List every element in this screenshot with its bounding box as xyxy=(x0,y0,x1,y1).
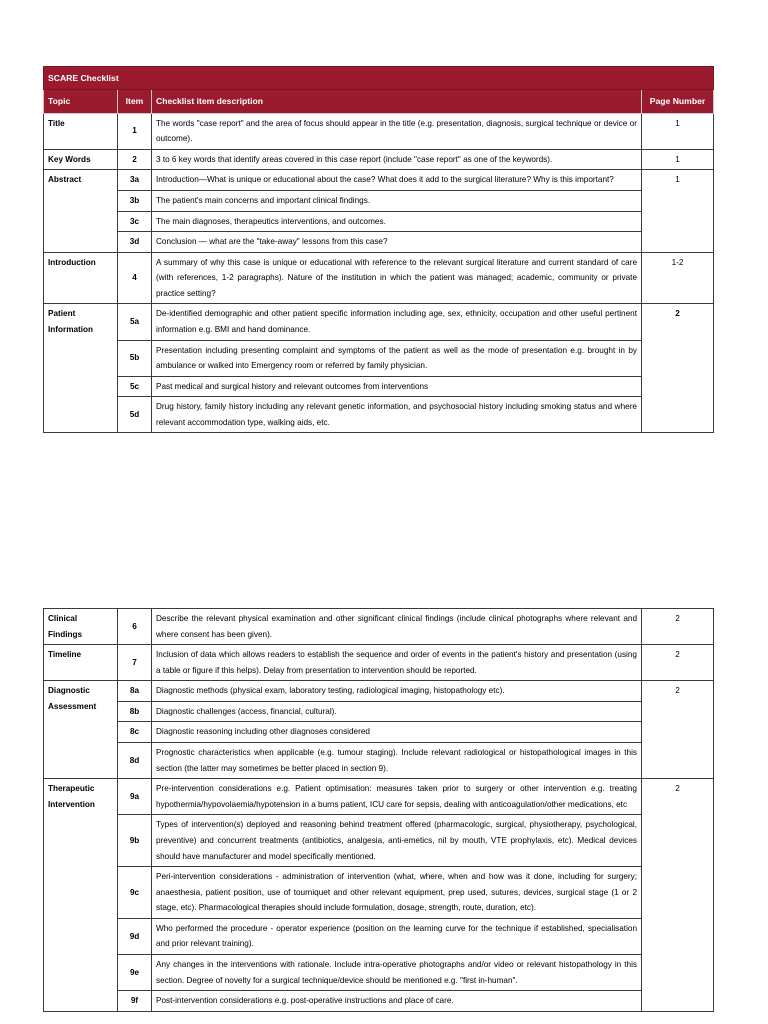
item-cell: 3a xyxy=(118,170,152,191)
page-cell: 2 xyxy=(642,681,714,779)
table-row xyxy=(44,211,714,232)
scare-checklist-table-2 xyxy=(43,608,714,1012)
description-cell: Post-intervention considerations e.g. post-operative instructions and place of care. xyxy=(152,991,642,1012)
description-cell: Diagnostic reasoning including other diagnoses considered xyxy=(152,722,642,743)
item-cell: 1 xyxy=(118,113,152,149)
item-cell: 7 xyxy=(118,645,152,681)
table-row xyxy=(44,170,714,191)
table-row xyxy=(44,190,714,211)
item-cell: 8c xyxy=(118,722,152,743)
description-cell: De-identified demographic and other patient specific information including age, sex, ethnicity, occupation and other useful pertinent information e.g. BMI and hand dominance. xyxy=(152,304,642,340)
item-cell: 8b xyxy=(118,701,152,722)
table-row xyxy=(44,815,714,867)
topic-cell: Diagnostic Assessment xyxy=(44,681,118,779)
description-cell: Conclusion — what are the "take-away" lessons from this case? xyxy=(152,232,642,253)
item-cell: 3b xyxy=(118,190,152,211)
topic-cell: Key Words xyxy=(44,149,118,170)
table-title-row xyxy=(44,67,714,90)
description-cell: 3 to 6 key words that identify areas covered in this case report (include "case report" as one of the keywords). xyxy=(152,149,642,170)
page-cell: 2 xyxy=(642,645,714,681)
description-cell: Who performed the procedure - operator experience (position on the learning curve for the technique if established, specialisation and prior relevant training). xyxy=(152,918,642,954)
item-cell: 3c xyxy=(118,211,152,232)
description-cell: Introduction—What is unique or educational about the case? What does it add to the surgical literature? Why is this important? xyxy=(152,170,642,191)
page-cell: 1 xyxy=(642,113,714,149)
header-item: Item xyxy=(118,90,152,113)
description-cell: Any changes in the interventions with rationale. Include intra-operative photographs and/or video or relevant histopathology in this section. Degree of novelty for a surgical technique/device should be mentioned e.g. "first in-human". xyxy=(152,954,642,990)
table-row xyxy=(44,954,714,990)
item-cell: 9a xyxy=(118,779,152,815)
header-description: Checklist item description xyxy=(152,90,642,113)
scare-checklist-table-1 xyxy=(43,66,714,433)
topic-cell: Introduction xyxy=(44,252,118,304)
table-row xyxy=(44,252,714,304)
topic-cell: Abstract xyxy=(44,170,118,252)
item-cell: 5a xyxy=(118,304,152,340)
table-row xyxy=(44,376,714,397)
item-cell: 4 xyxy=(118,252,152,304)
table-row xyxy=(44,113,714,149)
description-cell: Diagnostic methods (physical exam, laboratory testing, radiological imaging, histopathology etc). xyxy=(152,681,642,702)
item-cell: 3d xyxy=(118,232,152,253)
description-cell: Diagnostic challenges (access, financial, cultural). xyxy=(152,701,642,722)
table-row xyxy=(44,779,714,815)
item-cell: 9f xyxy=(118,991,152,1012)
description-cell: Inclusion of data which allows readers to establish the sequence and order of events in the patient's history and presentation (using a table or figure if this helps). Delay from presentation to intervention should be reported. xyxy=(152,645,642,681)
topic-cell: Title xyxy=(44,113,118,149)
description-cell: Peri-intervention considerations - administration of intervention (what, where, when and how was it done, including for surgery; anaesthesia, patient position, use of tourniquet and other relevant equipment, prep used, sutures, devices, surgical stage (1 or 2 stage, etc). Pharmacological therapies should include formulation, dosage, strength, route, duration, etc). xyxy=(152,867,642,919)
item-cell: 9e xyxy=(118,954,152,990)
description-cell: The main diagnoses, therapeutics interventions, and outcomes. xyxy=(152,211,642,232)
table-row xyxy=(44,340,714,376)
page-cell: 1 xyxy=(642,149,714,170)
description-cell: Describe the relevant physical examination and other significant clinical findings (include clinical photographs where relevant and where consent has been given). xyxy=(152,609,642,645)
item-cell: 8a xyxy=(118,681,152,702)
table-row xyxy=(44,149,714,170)
page-cell: 1 xyxy=(642,170,714,252)
item-cell: 2 xyxy=(118,149,152,170)
topic-cell: Timeline xyxy=(44,645,118,681)
table-row xyxy=(44,743,714,779)
page-cell: 2 xyxy=(642,609,714,645)
description-cell: The patient's main concerns and important clinical findings. xyxy=(152,190,642,211)
table-row xyxy=(44,304,714,340)
table-row xyxy=(44,232,714,253)
description-cell: Types of intervention(s) deployed and reasoning behind treatment offered (pharmacologic, surgical, physiotherapy, psychological, preventive) and concurrent treatments (antibiotics, analgesia, anti-emetics, nil by mouth, VTE prophylaxis, etc). Medical devices should have manufacturer and model specifically mentioned. xyxy=(152,815,642,867)
table-row xyxy=(44,722,714,743)
page-cell: 2 xyxy=(642,304,714,433)
topic-cell: Patient Information xyxy=(44,304,118,433)
table-row xyxy=(44,867,714,919)
item-cell: 5b xyxy=(118,340,152,376)
table-row xyxy=(44,645,714,681)
description-cell: The words "case report" and the area of focus should appear in the title (e.g. presentation, diagnosis, surgical technique or device or outcome). xyxy=(152,113,642,149)
table-row xyxy=(44,991,714,1012)
topic-cell: Therapeutic Intervention xyxy=(44,779,118,1012)
description-cell: Prognostic characteristics when applicable (e.g. tumour staging). Include relevant radiological or histopathological images in this section (the latter may sometimes be better placed in section 9). xyxy=(152,743,642,779)
item-cell: 5d xyxy=(118,397,152,433)
item-cell: 9b xyxy=(118,815,152,867)
page-cell: 1-2 xyxy=(642,252,714,304)
table-row xyxy=(44,609,714,645)
item-cell: 6 xyxy=(118,609,152,645)
item-cell: 5c xyxy=(118,376,152,397)
table-row xyxy=(44,701,714,722)
description-cell: Presentation including presenting complaint and symptoms of the patient as well as the mode of presentation e.g. brought in by ambulance or walked into Emergency room or referred by family physician. xyxy=(152,340,642,376)
header-topic: Topic xyxy=(44,90,118,113)
topic-cell: Clinical Findings xyxy=(44,609,118,645)
description-cell: A summary of why this case is unique or educational with reference to the relevant surgical literature and current standard of care (with references, 1-2 paragraphs). Nature of the institution in which the patient was managed; academic, community or private practice setting? xyxy=(152,252,642,304)
table-title: SCARE Checklist xyxy=(44,67,714,90)
description-cell: Drug history, family history including any relevant genetic information, and psychosocial history including smoking status and where relevant accommodation type, walking aids, etc. xyxy=(152,397,642,433)
item-cell: 9c xyxy=(118,867,152,919)
description-cell: Past medical and surgical history and relevant outcomes from interventions xyxy=(152,376,642,397)
table-row xyxy=(44,397,714,433)
page-cell: 2 xyxy=(642,779,714,1012)
table-row xyxy=(44,681,714,702)
table-header-row xyxy=(44,90,714,113)
header-page-number: Page Number xyxy=(642,90,714,113)
description-cell: Pre-intervention considerations e.g. Patient optimisation: measures taken prior to surgery or other intervention e.g. treating hypothermia/hypovolaemia/hypotension in a burns patient, ICU care for sepsis, dealing with anticoagulation/other medications, etc xyxy=(152,779,642,815)
item-cell: 8d xyxy=(118,743,152,779)
table-row xyxy=(44,918,714,954)
item-cell: 9d xyxy=(118,918,152,954)
